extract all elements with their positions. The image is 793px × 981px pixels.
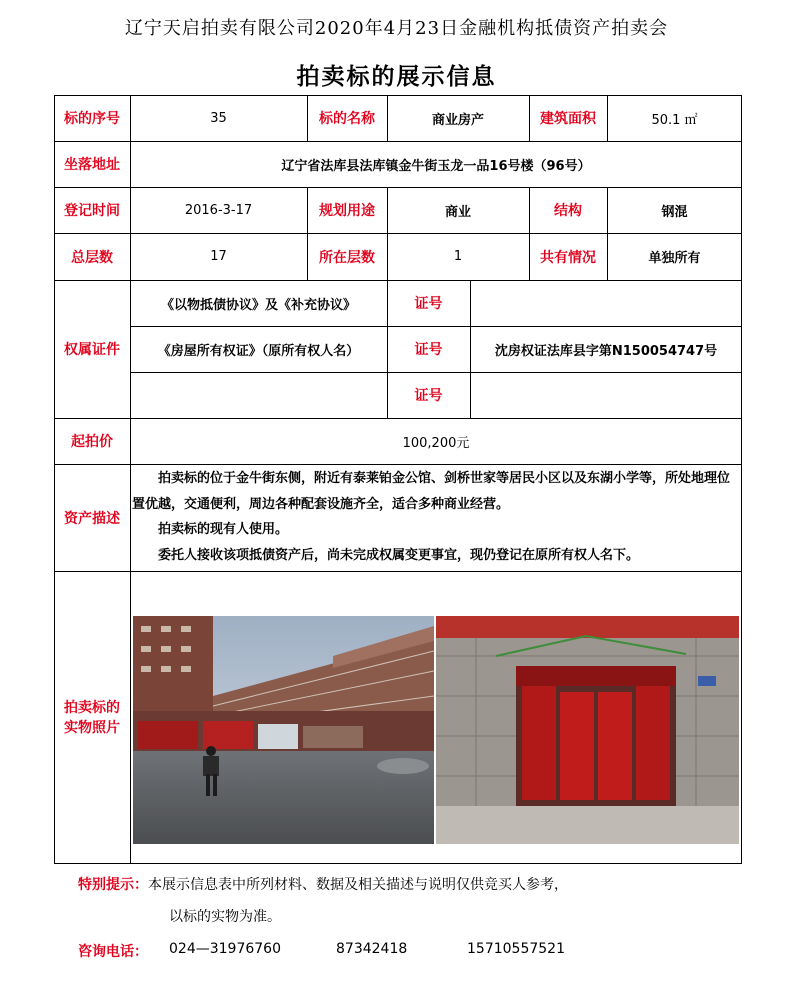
description-paragraph-2: 拍卖标的现有人使用。 (158, 522, 289, 537)
use-label: 规划用途 (319, 203, 375, 219)
name-label: 标的名称 (319, 111, 375, 127)
reg-date-label: 登记时间 (64, 203, 120, 219)
cert-no-label-3: 证号 (414, 388, 443, 404)
description-paragraph-3: 委托人接收该项抵债资产后，尚未完成权属变更事宜，现仍登记在原所有权人名下。 (158, 547, 640, 563)
cert-no-label-1: 证号 (414, 296, 443, 312)
ownership-doc-2: 《房屋所有权证》（原所有权人名） (157, 343, 360, 359)
property-photo-storefront (436, 616, 739, 844)
phone-1: 024—31976760 (169, 941, 281, 957)
name-value: 商业房产 (431, 112, 484, 128)
page-title: 拍卖标的展示信息 (296, 63, 497, 90)
photos-label (54, 571, 130, 864)
notice-line-1 (78, 874, 568, 894)
notice-label: 特别提示： (78, 877, 148, 893)
serial-label: 标的序号 (64, 111, 120, 127)
area-value: 50.1 ㎡ (651, 112, 698, 128)
cert-no-label-2: 证号 (414, 342, 443, 358)
description-label: 资产描述 (64, 510, 120, 527)
cert-no-value-3 (470, 372, 742, 418)
notice-text-1: 本展示信息表中所列材料、数据及相关描述与说明仅供竞买人参考， (148, 877, 568, 893)
cert-no-value-2: 沈房权证法库县字第N150054747号 (494, 343, 718, 359)
phone-3: 15710557521 (467, 941, 565, 957)
floor-value: 1 (453, 249, 463, 264)
cert-no-value-1 (470, 280, 742, 326)
ownership-doc-1: 《以物抵债协议》及《补充协议》 (160, 297, 356, 313)
share-label: 共有情况 (540, 249, 596, 266)
phone-2: 87342418 (336, 941, 408, 957)
share-value: 单独所有 (648, 251, 701, 266)
phone-label-text: 咨询电话： (78, 944, 148, 960)
phone-label (78, 941, 148, 961)
property-photo-street (133, 616, 434, 844)
ownership-doc-3 (130, 372, 387, 418)
photos-label-line-1: 拍卖标的 (64, 699, 120, 716)
ownership-label: 权属证件 (64, 342, 120, 358)
total-floors-value: 17 (210, 249, 227, 264)
start-price-value: 100,200元 (402, 435, 470, 451)
location-value: 辽宁省法库县法库镇金牛街玉龙一品16号楼（96号） (281, 158, 591, 174)
floor-label: 所在层数 (319, 249, 375, 266)
structure-value: 钢混 (661, 204, 688, 220)
description-paragraph-1: 拍卖标的位于金牛街东侧，附近有泰莱铂金公馆、剑桥世家等居民小区以及东湖小学等，所处地理位置优越，交通便利，周边各种配套设施齐全，适合多种商业经营。 (132, 471, 731, 512)
serial-value: 35 (210, 110, 227, 126)
notice-text-2: 以标的实物为准。 (169, 909, 281, 925)
description-text (132, 466, 740, 568)
total-floors-label: 总层数 (71, 249, 113, 266)
location-label: 坐落地址 (64, 157, 120, 173)
photos-label-line-2: 实物照片 (64, 719, 120, 736)
reg-date-value: 2016-3-17 (184, 202, 253, 218)
company-header: 辽宁天启拍卖有限公司2020年4月23日金融机构抵债资产拍卖会 (124, 18, 669, 39)
structure-label: 结构 (554, 203, 582, 219)
start-price-label: 起拍价 (71, 434, 113, 450)
use-value: 商业 (444, 204, 471, 220)
area-label: 建筑面积 (540, 111, 596, 127)
